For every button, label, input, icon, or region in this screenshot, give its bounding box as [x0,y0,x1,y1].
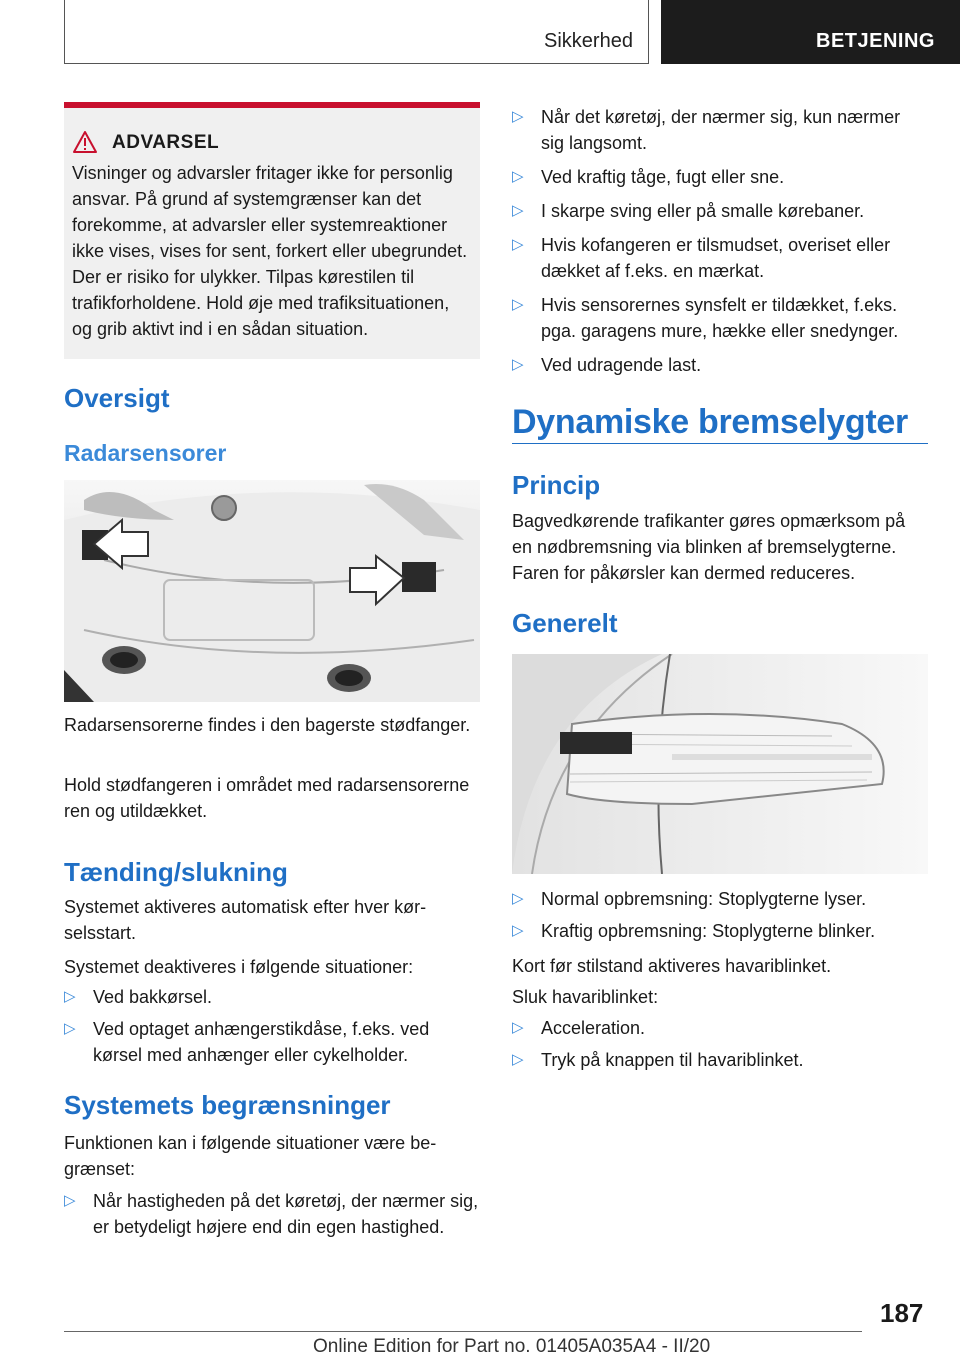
footer-rule [64,1331,862,1332]
heading-overview: Oversigt [64,383,170,413]
onoff-paragraph-2: Systemet deaktiveres i følgende situationer: [64,957,414,977]
limits-paragraph: Funktionen kan i følgende situationer være begrænset: [64,1133,437,1179]
heading-principle: Princip [512,470,601,500]
list-item: ▷ Ved kraftig tåge, fugt eller sne. [512,164,928,190]
radar-paragraph-1: Radarsensorerne findes i den bagerste stødfanger. [64,715,471,735]
onoff-list [64,984,480,1068]
heading-dynamic-brake-lights: Dynamiske bremselygter [512,403,908,441]
footer-edition: Online Edition for Part no. 01405A035A4 - II/20 [313,1336,711,1357]
warning-box [64,102,480,359]
list-item: ▷ Tryk på knappen til havariblinket. [512,1047,928,1073]
heading-general: Generelt [512,608,618,638]
list-item: ▷ I skarpe sving eller på smalle kørebaner. [512,198,928,224]
brake-light-image [512,654,928,874]
onoff-paragraph-1: Systemet aktiveres automatisk efter hver kørselsstart. [64,897,427,943]
limits-list-left [64,1188,480,1240]
general-paragraph-1: Kort før stilstand aktiveres havariblinket. [512,956,832,976]
warning-text: Visninger og advarsler fritager ikke for personlig ansvar. På grund af systemgrænser kan det forekomme, at advarsler eller systemreaktioner ikke vises, vises for sent, forkert eller ubegrundet. Der er risiko for ulykker. Tilpas kørestilen til trafikforholdene. Hold øje med trafiksituationen, og grib aktivt ind i en sådan situation. [72,163,468,339]
list-item: ▷ Hvis kofangeren er tilsmudset, overiset eller dækket af f.eks. en mærkat. [512,232,928,284]
principle-paragraph: Bagvedkørende trafikanter gøres opmærksom på en nødbremsning via blinken af bremselygterne. Faren for påkørsler kan dermed reduceres. [512,511,906,583]
header-chapter-tab [661,0,960,64]
brake-lights-list [512,886,928,944]
page-number: 187 [880,1298,924,1328]
header-section: Sikkerhed [544,30,633,52]
list-item: ▷ Når det køretøj, der nærmer sig, kun nærmer sig langsomt. [512,104,928,156]
list-item: ▷ Kraftig opbremsning: Stoplygterne blinker. [512,918,928,944]
heading-on-off: Tænding/slukning [64,857,288,887]
header-chapter: BETJENING [816,30,935,52]
list-item: ▷ Når hastigheden på det køretøj, der nærmer sig, er betydeligt højere end din egen hastighed. [64,1188,480,1240]
heading-system-limits: Systemets begrænsninger [64,1090,391,1120]
list-item: ▷ Normal opbremsning: Stoplygterne lyser. [512,886,928,912]
warning-icon [72,130,98,154]
heading-radar-sensors: Radarsensorer [64,440,227,466]
list-item: ▷ Ved udragende last. [512,352,928,378]
list-item: ▷ Acceleration. [512,1015,928,1041]
general-paragraph-2: Sluk havariblinket: [512,987,659,1007]
warning-title: ADVARSEL [112,132,220,153]
radar-sensor-image [64,480,480,702]
list-item: ▷ Ved bakkørsel. [64,984,480,1010]
limits-list-right [512,104,928,378]
hazard-off-list [512,1015,928,1073]
list-item: ▷ Hvis sensorernes synsfelt er tildækket, f.eks. pga. garagens mure, hække eller snedynger. [512,292,928,344]
radar-paragraph-2: Hold stødfangeren i området med radarsensorerne ren og utildækket. [64,775,470,821]
list-item: ▷ Ved optaget anhængerstikdåse, f.eks. ved kørsel med anhænger eller cykelholder. [64,1016,480,1068]
heading-rule [512,443,928,444]
